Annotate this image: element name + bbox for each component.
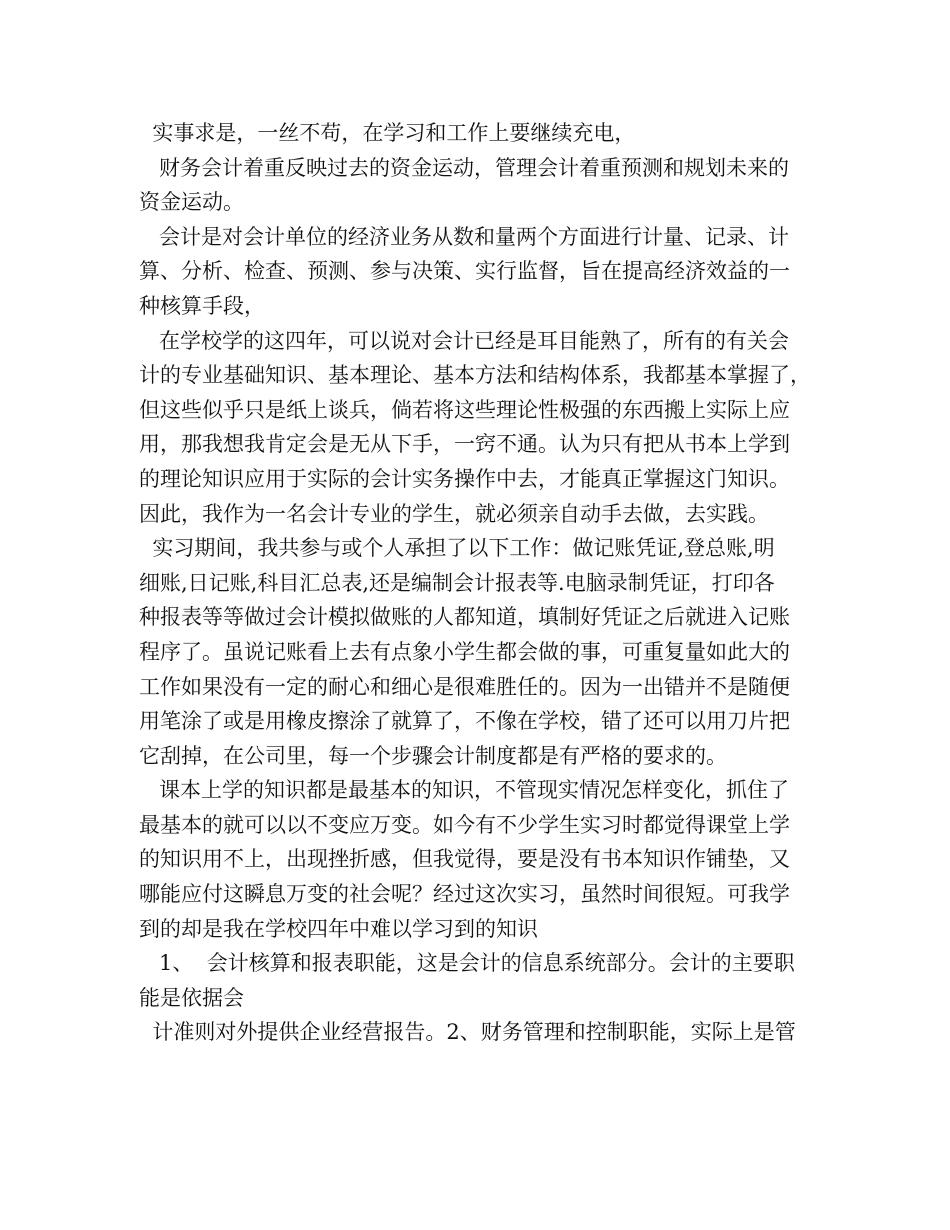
- text-line: 但这些似乎只是纸上谈兵，倘若将这些理论性极强的东西搬上实际上应: [139, 397, 790, 422]
- text-line: 在学校学的这四年，可以说对会计已经是耳目能熟了，所有的有关会: [139, 328, 790, 353]
- text-line: 它刮掉，在公司里，每一个步骤会计制度都是有严格的要求的。: [139, 743, 727, 768]
- text-line: 1、 会计核算和报表职能，这是会计的信息系统部分。会计的主要职: [139, 951, 795, 976]
- text-line: 能是依据会: [139, 985, 244, 1010]
- text-line: 种核算手段，: [139, 293, 265, 318]
- text-line: 用笔涂了或是用橡皮擦涂了就算了，不像在学校，错了还可以用刀片把: [139, 709, 790, 734]
- text-line: 财务会计着重反映过去的资金运动，管理会计着重预测和规划未来的: [139, 155, 790, 180]
- text-line: 实事求是，一丝不苟，在学习和工作上要继续充电，: [139, 121, 636, 145]
- text-line: 用，那我想我肯定会是无从下手，一窍不通。认为只有把从书本上学到: [139, 432, 790, 457]
- text-line: 因此，我作为一名会计专业的学生，就必须亲自动手去做，去实践。: [139, 501, 769, 526]
- body-text: [139, 116, 829, 1050]
- text-line: 细账,日记账,科目汇总表,还是编制会计报表等.电脑录制凭证，打印各: [139, 570, 775, 595]
- text-line: 计的专业基础知识、基本理论、基本方法和结构体系，我都基本掌握了，: [139, 363, 811, 388]
- text-line: 会计是对会计单位的经济业务从数和量两个方面进行计量、记录、计: [139, 224, 790, 249]
- text-line: 工作如果没有一定的耐心和细心是很难胜任的。因为一出错并不是随便: [139, 674, 790, 699]
- text-line: 算、分析、检查、预测、参与决策、实行监督，旨在提高经济效益的一: [139, 259, 790, 284]
- text-line: 的理论知识应用于实际的会计实务操作中去，才能真正掌握这门知识。: [139, 466, 790, 491]
- text-line: 计准则对外提供企业经营报告。2、财务管理和控制职能，实际上是管: [139, 1020, 796, 1045]
- text-line: 实习期间，我共参与或个人承担了以下工作：做记账凭证,登总账,明: [139, 536, 775, 561]
- text-line: 课本上学的知识都是最基本的知识，不管现实情况怎样变化，抓住了: [139, 778, 790, 803]
- text-line: 程序了。虽说记账看上去有点象小学生都会做的事，可重复量如此大的: [139, 639, 790, 664]
- text-line: 的知识用不上，出现挫折感，但我觉得，要是没有书本知识作铺垫，又: [139, 847, 790, 872]
- text-line: 种报表等等做过会计模拟做账的人都知道，填制好凭证之后就进入记账: [139, 605, 790, 630]
- text-line: 到的却是我在学校四年中难以学习到的知识: [139, 916, 538, 941]
- text-line: 资金运动。: [139, 190, 244, 215]
- text-line: 最基本的就可以以不变应万变。如今有不少学生实习时都觉得课堂上学: [139, 812, 790, 837]
- text-line: 哪能应付这瞬息万变的社会呢？经过这次实习，虽然时间很短。可我学: [139, 882, 790, 907]
